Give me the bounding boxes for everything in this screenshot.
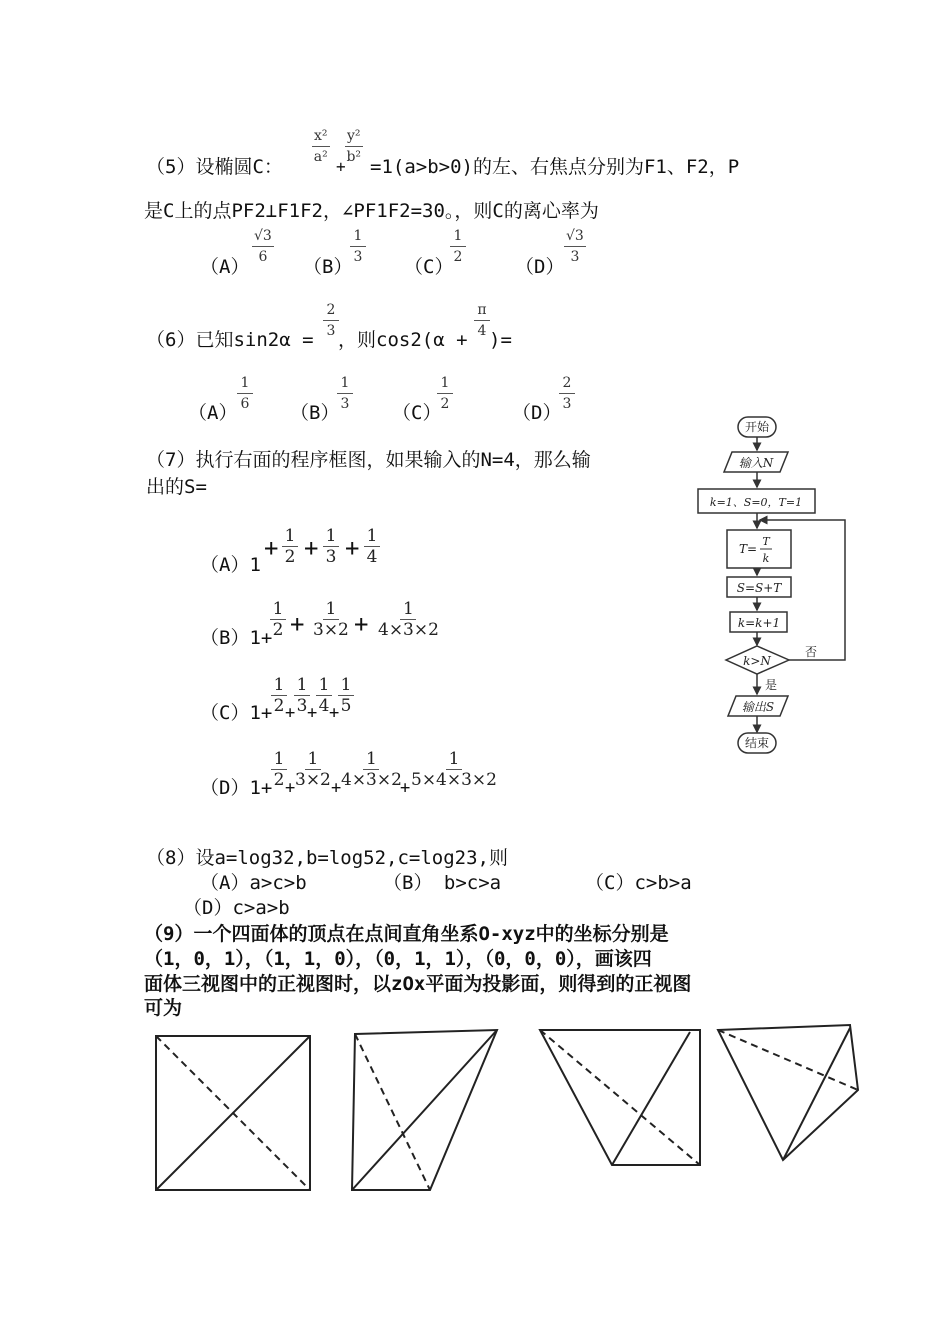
q7-c-fraction-2: 1 3	[294, 677, 310, 714]
q5-plus: +	[336, 157, 346, 176]
q7-stem-line1: （7）执行右面的程序框图，如果输入的N=4，那么输	[146, 449, 591, 471]
q8-option-a: （A）a>c>b	[200, 872, 307, 894]
q8-option-b: （B） b>c>a	[383, 872, 502, 894]
q7-option-b-label: （B）1+	[200, 627, 273, 649]
q6-option-b-label: （B）	[290, 402, 340, 424]
q5-option-d-label: （D）	[515, 256, 565, 278]
q7-a-fraction-3: 1 4	[364, 528, 380, 565]
flow-end-text: 结束	[744, 736, 770, 750]
q6-stem-start: （6）已知sin2α =	[146, 329, 314, 351]
q6-option-a-label: （A）	[188, 402, 238, 424]
q5-fraction-x2-a2: x² a²	[313, 128, 328, 165]
q9-stem-line2: （1，0，1），（1，1，0），（0，1，1），（0，0，0），画该四	[144, 948, 652, 970]
flow-input-text: 输入N	[738, 456, 774, 470]
q9-stem-line1: （9）一个四面体的顶点在点间直角坐系O-xyz中的坐标分别是	[144, 923, 669, 945]
flow-init-text: k=1、S=0，T=1	[709, 496, 803, 509]
q7-d-plus: +	[331, 778, 342, 798]
q7-d-fraction-2: 1 3×2	[295, 749, 331, 790]
q8-stem: （8）设a=log32,b=log52,c=log23,则	[146, 847, 508, 869]
q7-a-plus: +	[264, 534, 279, 562]
q6-option-d-label: （D）	[512, 402, 562, 424]
q7-b-fraction-2: 1 3×2	[313, 599, 349, 640]
q7-c-fraction-1: 1 2	[271, 677, 287, 714]
q7-option-a-label: （A）1	[200, 554, 261, 576]
q8-option-c: （C）c>b>a	[585, 872, 692, 894]
q8-option-d: （D）c>a>b	[183, 897, 290, 919]
q7-c-fraction-4: 1 5	[338, 677, 354, 714]
q7-a-fraction-2: 1 3	[323, 528, 339, 565]
flow-k-text: k=k+1	[737, 616, 781, 630]
q7-a-plus: +	[345, 534, 360, 562]
flow-t-box	[727, 530, 791, 568]
q9-stem-line3: 面体三视图中的正视图时，以zOx平面为投影面，则得到的正视图	[144, 973, 692, 995]
q5-option-b-label: （B）	[303, 256, 353, 278]
q9-stem-line4: 可为	[144, 997, 183, 1019]
front-view-option-c	[540, 1030, 700, 1165]
q7-c-fraction-3: 1 4	[316, 677, 332, 714]
flow-start-text: 开始	[744, 420, 770, 434]
q6-option-c-fraction: 1 2	[437, 375, 453, 412]
q7-d-fraction-3: 1 4×3×2	[341, 749, 402, 790]
flow-yes-label: 是	[764, 678, 778, 692]
q7-b-fraction-3: 1 4×3×2	[378, 599, 439, 640]
q6-fraction-pi-4: π 4	[474, 302, 490, 339]
flow-t-num: T	[762, 535, 770, 548]
q7-b-plus: +	[354, 610, 369, 638]
q5-option-c-label: （C）	[404, 256, 454, 278]
q5-option-a-label: （A）	[200, 256, 250, 278]
q5-stem-end: =1(a>b>0)的左、右焦点分别为F1、F2，P	[370, 156, 740, 178]
q7-b-fraction-1: 1 2	[270, 601, 286, 638]
q7-a-fraction-1: 1 2	[282, 528, 298, 565]
flow-t-den: k	[762, 552, 770, 565]
q6-stem-mid: ，则cos2(α +	[338, 329, 468, 351]
q5-stem-line2: 是C上的点PF2⊥F1F2，∠PF1F2=30。，则C的离心率为	[144, 200, 599, 222]
front-view-option-d	[718, 1025, 858, 1160]
front-view-option-b	[352, 1030, 497, 1190]
program-flowchart	[690, 410, 870, 760]
q6-option-b-fraction: 1 3	[337, 375, 353, 412]
q7-option-c-label: （C）1+	[200, 702, 273, 724]
q7-c-plus: +	[285, 703, 296, 723]
q5-option-b-fraction: 1 3	[350, 228, 366, 265]
q6-stem-end: )=	[489, 329, 512, 351]
q7-a-plus: +	[304, 534, 319, 562]
q6-option-a-fraction: 1 6	[237, 375, 253, 412]
front-view-options-figure	[140, 1018, 880, 1200]
q7-c-plus: +	[329, 703, 340, 723]
flow-s-text: S=S+T	[736, 581, 782, 595]
q7-d-plus: +	[285, 778, 296, 798]
q5-option-c-fraction: 1 2	[450, 228, 466, 265]
flow-no-label: 否	[804, 645, 818, 659]
q5-stem-start: （5）设椭圆C：	[146, 156, 283, 178]
flow-t-lhs: T=	[738, 542, 758, 556]
q6-option-c-label: （C）	[392, 402, 442, 424]
q7-c-plus: +	[307, 703, 318, 723]
q7-d-plus: +	[400, 778, 411, 798]
q5-option-a-fraction: √3 6	[254, 228, 272, 265]
q5-fraction-y2-b2: y² b²	[346, 128, 362, 165]
q5-option-d-fraction: √3 3	[566, 228, 584, 265]
flow-condition-text: k>N	[743, 654, 771, 668]
front-view-option-a	[156, 1036, 310, 1190]
q6-option-d-fraction: 2 3	[559, 375, 575, 412]
q7-option-d-label: （D）1+	[200, 777, 273, 799]
flow-output-text: 输出S	[741, 700, 775, 714]
q7-d-fraction-4: 1 5×4×3×2	[411, 749, 497, 790]
q7-b-plus: +	[290, 610, 305, 638]
q7-d-fraction-1: 1 2	[271, 751, 287, 788]
q7-stem-line2: 出的S=	[146, 476, 207, 498]
q6-fraction-2-3: 2 3	[323, 302, 339, 339]
